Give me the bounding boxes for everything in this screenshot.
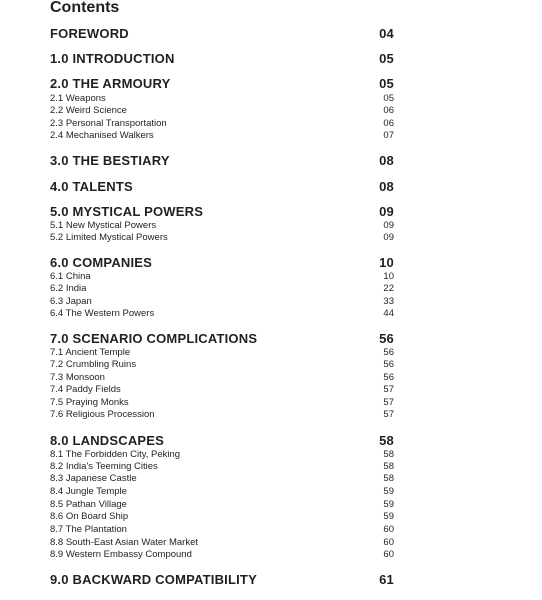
toc-section-entry (50, 255, 394, 270)
entry-page-number: 07 (383, 130, 394, 141)
toc-subsection-entry (50, 486, 394, 498)
entry-page-number: 22 (383, 283, 394, 294)
toc-section-entry (50, 204, 394, 219)
toc-subsection-entry (50, 524, 394, 536)
toc-section-entry (50, 179, 394, 194)
entry-label: 1.0 INTRODUCTION (50, 51, 175, 66)
entry-page-number: 08 (379, 179, 394, 194)
entry-label: 6.0 COMPANIES (50, 255, 153, 270)
entry-page-number: 59 (383, 486, 394, 497)
toc-section-entry (50, 572, 394, 587)
entry-label: 6.2 India (50, 283, 87, 294)
entry-page-number: 09 (383, 220, 394, 231)
entry-label: 6.1 China (50, 271, 91, 282)
entry-page-number: 57 (383, 384, 394, 395)
entry-label: 8.8 South-East Asian Water Market (50, 537, 199, 548)
toc-subsection-entry (50, 308, 394, 320)
toc-section-entry (50, 76, 394, 91)
toc-subsection-entry (50, 93, 394, 105)
entry-label: 2.3 Personal Transportation (50, 118, 167, 129)
entry-page-number: 58 (383, 473, 394, 484)
toc-subsection-entry (50, 130, 394, 142)
toc-subsection-entry (50, 271, 394, 283)
entry-label: 9.0 BACKWARD COMPATIBILITY (50, 572, 257, 587)
toc-subsection-entry (50, 105, 394, 117)
entry-page-number: 60 (383, 549, 394, 560)
entry-page-number: 57 (383, 409, 394, 420)
entry-label: FOREWORD (50, 26, 129, 41)
toc-section-entry (50, 433, 394, 448)
entry-label: 8.2 India's Teeming Cities (50, 461, 158, 472)
entry-page-number: 56 (379, 331, 394, 346)
entry-page-number: 06 (383, 105, 394, 116)
entry-label: 2.4 Mechanised Walkers (50, 130, 154, 141)
entry-label: 8.0 LANDSCAPES (50, 433, 165, 448)
entry-label: 8.5 Pathan Village (50, 499, 127, 510)
entry-page-number: 57 (383, 397, 394, 408)
toc-section-entry (50, 51, 394, 66)
entry-label: 8.6 On Board Ship (50, 511, 129, 522)
entry-label: 5.2 Limited Mystical Powers (50, 232, 168, 243)
entry-label: 7.5 Praying Monks (50, 397, 129, 408)
entry-label: 6.3 Japan (50, 296, 92, 307)
entry-page-number: 58 (379, 433, 394, 448)
toc-subsection-entry (50, 449, 394, 461)
entry-label: 4.0 TALENTS (50, 179, 133, 194)
entry-label: 2.0 THE ARMOURY (50, 76, 171, 91)
toc-subsection-entry (50, 499, 394, 511)
entry-page-number: 05 (379, 76, 394, 91)
toc-subsection-entry (50, 537, 394, 549)
toc-subsection-entry (50, 473, 394, 485)
page-title: Contents (50, 0, 120, 16)
entry-label: 8.3 Japanese Castle (50, 473, 137, 484)
entry-page-number: 09 (379, 204, 394, 219)
entry-page-number: 10 (383, 271, 394, 282)
entry-label: 2.2 Weird Science (50, 105, 127, 116)
entry-label: 8.7 The Plantation (50, 524, 127, 535)
entry-page-number: 60 (383, 537, 394, 548)
entry-page-number: 60 (383, 524, 394, 535)
toc-subsection-entry (50, 232, 394, 244)
entry-page-number: 08 (379, 153, 394, 168)
toc-subsection-entry (50, 511, 394, 523)
entry-label: 7.1 Ancient Temple (50, 347, 131, 358)
toc-subsection-entry (50, 283, 394, 295)
entry-page-number: 05 (383, 93, 394, 104)
entry-label: 3.0 THE BESTIARY (50, 153, 170, 168)
toc-subsection-entry (50, 118, 394, 130)
entry-label: 5.0 MYSTICAL POWERS (50, 204, 204, 219)
entry-label: 2.1 Weapons (50, 93, 106, 104)
toc-subsection-entry (50, 359, 394, 371)
toc-section-entry (50, 26, 394, 41)
entry-page-number: 56 (383, 372, 394, 383)
entry-label: 8.1 The Forbidden City, Peking (50, 449, 181, 460)
entry-page-number: 59 (383, 511, 394, 522)
entry-page-number: 33 (383, 296, 394, 307)
entry-label: 7.6 Religious Procession (50, 409, 155, 420)
toc-subsection-entry (50, 384, 394, 396)
entry-label: 7.2 Crumbling Ruins (50, 359, 137, 370)
entry-page-number: 59 (383, 499, 394, 510)
entry-page-number: 58 (383, 449, 394, 460)
toc-section-entry (50, 331, 394, 346)
entry-page-number: 58 (383, 461, 394, 472)
entry-page-number: 61 (379, 572, 394, 587)
entry-label: 7.0 SCENARIO COMPLICATIONS (50, 331, 258, 346)
toc-subsection-entry (50, 220, 394, 232)
entry-label: 7.3 Monsoon (50, 372, 105, 383)
entry-label: 6.4 The Western Powers (50, 308, 155, 319)
entry-label: 8.9 Western Embassy Compound (50, 549, 192, 560)
entry-page-number: 06 (383, 118, 394, 129)
entry-label: 7.4 Paddy Fields (50, 384, 121, 395)
toc-subsection-entry (50, 461, 394, 473)
entry-page-number: 04 (379, 26, 394, 41)
entry-page-number: 44 (383, 308, 394, 319)
entry-page-number: 10 (379, 255, 394, 270)
entry-label: 8.4 Jungle Temple (50, 486, 127, 497)
toc-subsection-entry (50, 347, 394, 359)
toc-subsection-entry (50, 409, 394, 421)
toc-subsection-entry (50, 397, 394, 409)
entry-label: 5.1 New Mystical Powers (50, 220, 157, 231)
entry-page-number: 56 (383, 347, 394, 358)
toc-subsection-entry (50, 372, 394, 384)
toc-section-entry (50, 153, 394, 168)
entry-page-number: 05 (379, 51, 394, 66)
entry-page-number: 09 (383, 232, 394, 243)
entry-page-number: 56 (383, 359, 394, 370)
toc-subsection-entry (50, 296, 394, 308)
toc-subsection-entry (50, 549, 394, 561)
